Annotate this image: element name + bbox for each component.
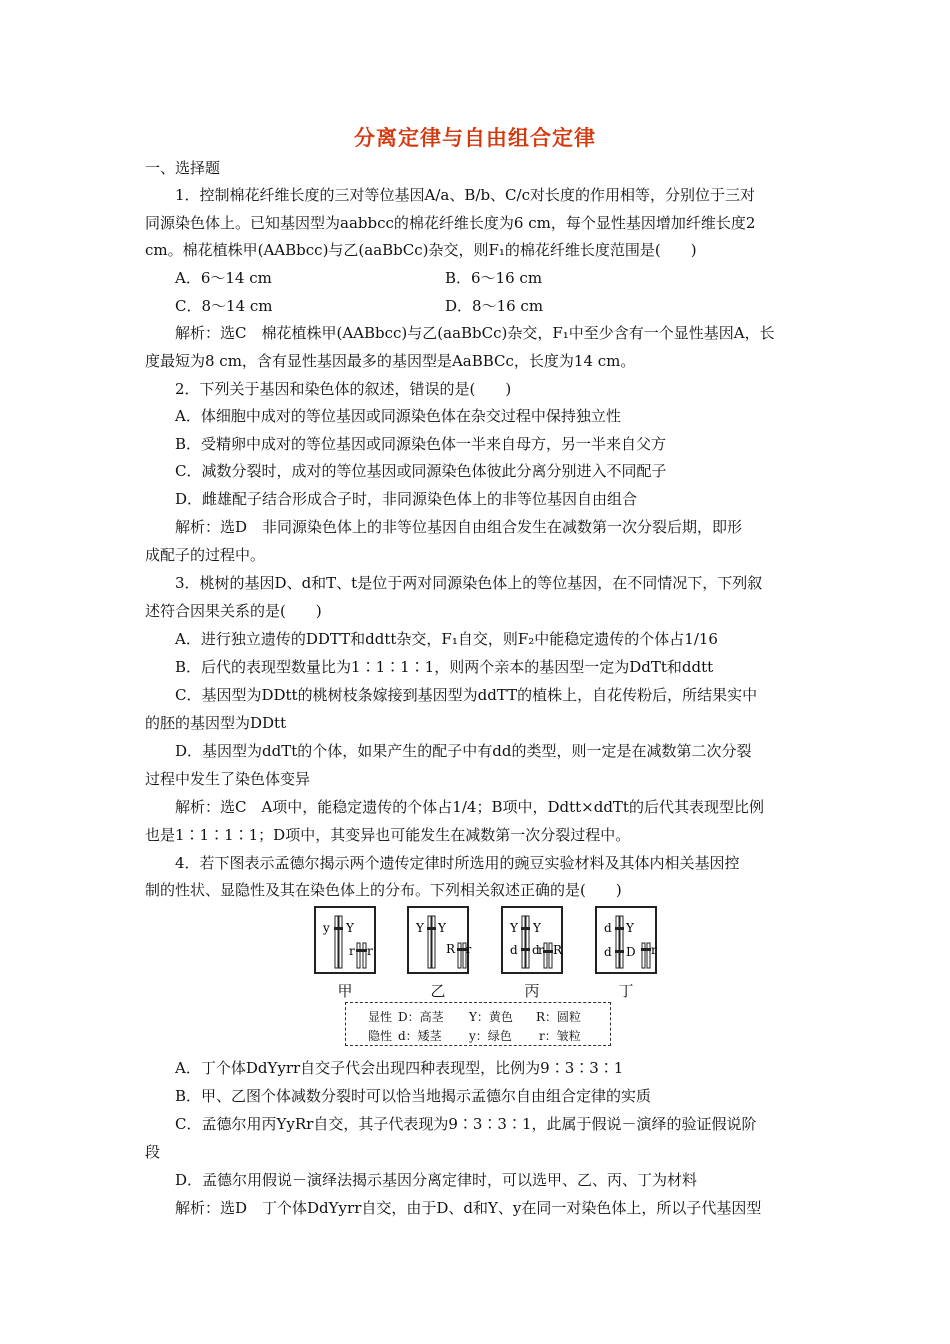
q2-option-d: D．雌雄配子结合形成合子时，非同源染色体上的非等位基因自由组合 <box>175 490 638 508</box>
q3-option-d-line1: D．基因型为ddTt的个体，如果产生的配子中有dd的类型，则一定是在减数第二次分裂 <box>175 742 752 760</box>
caption-yi: 乙 <box>430 982 446 1000</box>
q2-option-b: B．受精卵中成对的等位基因或同源染色体一半来自母方，另一半来自父方 <box>175 435 667 453</box>
q3-option-c-line1: C．基因型为DDtt的桃树枝条嫁接到基因型为ddTT的植株上，自花传粉后，所结果实中 <box>175 686 758 704</box>
q4-option-c-line2: 段 <box>145 1143 161 1161</box>
q1-line3: cm。棉花植株甲(AABbcc)与乙(aaBbCc)杂交，则F₁的棉花纤维长度范围是( ) <box>145 241 697 259</box>
gene-label: R <box>553 943 563 957</box>
gene-label: r <box>538 943 544 957</box>
cell-yi-chromosomes <box>409 908 472 972</box>
q3-explanation-line2: 也是1∶1∶1∶1；D项中，其变异也可能发生在减数第一次分裂过程中。 <box>145 826 631 844</box>
cell-jia-chromosomes <box>316 908 374 972</box>
q4-line1: 4．若下图表示孟德尔揭示两个遗传定律时所选用的豌豆实验材料及其体内相关基因控 <box>175 854 740 872</box>
cell-bing-chromosomes <box>503 908 561 972</box>
caption-bing: 丙 <box>524 982 540 1000</box>
q4-option-c-line1: C．孟德尔用丙YyRr自交，其子代表现为9∶3∶3∶1，此属于假说－演绎的验证假说阶 <box>175 1115 757 1133</box>
q2-explanation-line2: 成配子的过程中。 <box>145 546 266 564</box>
caption-jia: 甲 <box>337 982 353 1000</box>
q4-line2: 制的性状、显隐性及其在染色体上的分布。下列相关叙述正确的是( ) <box>145 881 622 899</box>
gene-label: D <box>626 945 636 959</box>
q1-option-c: C．8～14 cm <box>175 297 273 315</box>
legend-recessive-r: r：皱粒 <box>539 1029 581 1043</box>
q4-option-a: A．丁个体DdYyrr自交子代会出现四种表现型，比例为9∶3∶3∶1 <box>175 1059 624 1077</box>
gene-label: Y <box>626 921 634 935</box>
gene-label: Y <box>533 921 541 935</box>
gene-label: r <box>367 944 373 958</box>
legend-recessive-d: d：矮茎 <box>398 1029 442 1043</box>
legend-recessive-label: 隐性 <box>368 1029 393 1043</box>
cell-jia <box>314 906 376 974</box>
gene-label: d <box>604 945 612 959</box>
gene-label: r <box>466 943 472 956</box>
gene-label: R <box>446 942 456 956</box>
legend-recessive-y: y：绿色 <box>469 1029 512 1043</box>
q4-option-b: B．甲、乙图个体减数分裂时可以恰当地揭示孟德尔自由组合定律的实质 <box>175 1087 652 1105</box>
gene-label: d <box>532 943 540 957</box>
gene-label: r <box>651 943 657 957</box>
gene-label: Y <box>346 921 354 935</box>
q1-line2: 同源染色体上。已知基因型为aabbcc的棉花纤维长度为6 cm，每个显性基因增加纤维长度2 <box>145 214 756 232</box>
q4-explanation-line1: 解析：选D 丁个体DdYyrr自交，由于D、d和Y、y在同一对染色体上，所以子代基因型 <box>175 1199 762 1217</box>
q1-option-b: B．6～16 cm <box>445 269 543 287</box>
legend-dominant-y: Y：黄色 <box>469 1010 513 1024</box>
q1-explanation-line1: 解析：选C 棉花植株甲(AABbcc)与乙(aaBbCc)杂交，F₁中至少含有一个显性基因A，长 <box>175 324 775 342</box>
legend-dominant-label: 显性 <box>368 1010 393 1024</box>
gene-label: y <box>323 921 330 935</box>
legend-dominant-r: R：圆粒 <box>536 1010 582 1024</box>
page-title: 分离定律与自由组合定律 <box>354 125 596 150</box>
section-heading: 一、选择题 <box>145 159 221 177</box>
q1-option-d: D．8～16 cm <box>445 297 544 315</box>
q2-line1: 2．下列关于基因和染色体的叙述，错误的是( ) <box>175 380 512 398</box>
chromosome-figure <box>305 906 657 1048</box>
caption-ding: 丁 <box>618 982 634 1000</box>
gene-label: d <box>604 921 612 935</box>
gene-label: d <box>510 943 518 957</box>
q4-option-d: D．孟德尔用假说－演绎法揭示基因分离定律时，可以选甲、乙、丙、丁为材料 <box>175 1171 698 1189</box>
q3-option-c-line2: 的胚的基因型为DDtt <box>145 714 287 732</box>
q2-explanation-line1: 解析：选D 非同源染色体上的非等位基因自由组合发生在减数第一次分裂后期，即形 <box>175 518 743 536</box>
gene-label: r <box>349 944 355 958</box>
q3-line2: 述符合因果关系的是( ) <box>145 602 322 620</box>
gene-label: Y <box>416 921 424 935</box>
gene-label: Y <box>438 921 446 935</box>
q3-option-a: A．进行独立遗传的DDTT和ddtt杂交，F₁自交，则F₂中能稳定遗传的个体占1/16 <box>175 630 718 648</box>
cell-yi <box>407 906 472 974</box>
figure-legend <box>345 1002 611 1046</box>
q3-option-d-line2: 过程中发生了染色体变异 <box>145 770 311 788</box>
cell-bing <box>501 906 563 974</box>
q1-explanation-line2: 度最短为8 cm，含有显性基因最多的基因型是AaBBCc，长度为14 cm。 <box>145 352 636 370</box>
cell-ding <box>595 906 657 974</box>
q3-line1: 3．桃树的基因D、d和T、t是位于两对同源染色体上的等位基因，在不同情况下，下列叙 <box>175 574 763 592</box>
q2-option-a: A．体细胞中成对的等位基因或同源染色体在杂交过程中保持独立性 <box>175 407 621 425</box>
q3-option-b: B．后代的表现型数量比为1∶1∶1∶1，则两个亲本的基因型一定为DdTt和ddtt <box>175 658 714 676</box>
cell-ding-chromosomes <box>597 908 655 972</box>
q1-option-a: A．6～14 cm <box>175 269 272 287</box>
q3-explanation-line1: 解析：选C A项中，能稳定遗传的个体占1/4；B项中，Ddtt×ddTt的后代其表现型比例 <box>175 798 764 816</box>
gene-label: Y <box>510 921 518 935</box>
q2-option-c: C．减数分裂时，成对的等位基因或同源染色体彼此分离分别进入不同配子 <box>175 462 667 480</box>
q1-line1: 1．控制棉花纤维长度的三对等位基因A/a、B/b、C/c对长度的作用相等，分别位于三对 <box>175 186 755 204</box>
legend-dominant-d: D：高茎 <box>398 1010 444 1024</box>
